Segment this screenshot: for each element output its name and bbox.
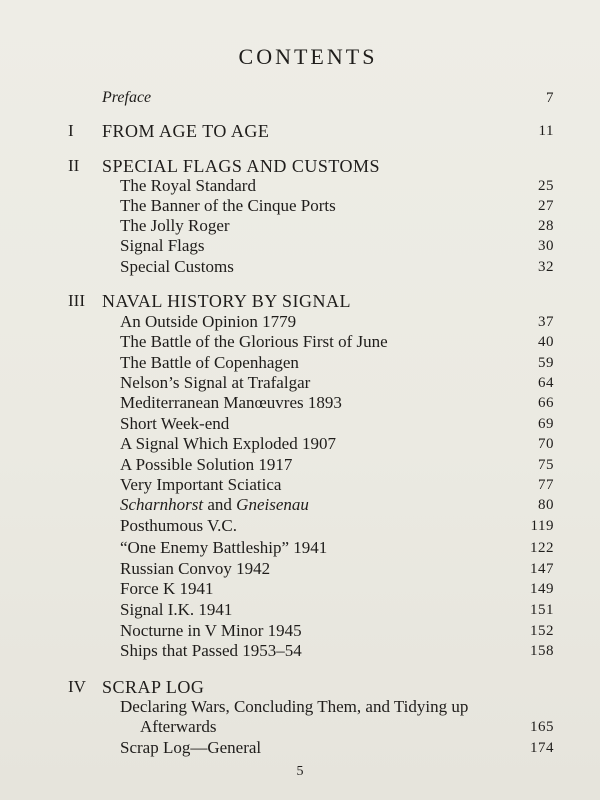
toc-entry <box>0 578 600 600</box>
page-number: 59 <box>538 355 554 371</box>
entry-label: An Outside Opinion 1779 <box>120 312 297 331</box>
page-number: 119 <box>530 518 554 534</box>
entry-label: “One Enemy Battleship” 1941 <box>120 538 328 557</box>
toc-entry <box>0 372 600 394</box>
entry-label: Nocturne in V Minor 1945 <box>120 621 302 640</box>
toc-entry <box>0 558 600 580</box>
toc-entry <box>0 433 600 455</box>
page-number: 30 <box>538 238 554 254</box>
toc-entry <box>0 515 600 537</box>
entry-label: Special Customs <box>120 257 234 276</box>
entry-label: Posthumous V.C. <box>120 516 237 535</box>
chapter-title: SCRAP LOG <box>102 677 205 697</box>
chapter-row-2 <box>0 155 600 177</box>
entry-label: The Battle of Copenhagen <box>120 353 299 372</box>
entry-label: Short Week-end <box>120 414 230 433</box>
chapter-title: SPECIAL FLAGS AND CUSTOMS <box>102 156 381 176</box>
page-number: 11 <box>538 123 554 139</box>
page-number: 27 <box>538 198 554 214</box>
page-number: 174 <box>530 740 554 756</box>
page-number: 122 <box>530 540 554 556</box>
chapter-number: III <box>68 291 85 310</box>
entry-label: Signal Flags <box>120 236 205 255</box>
toc-entry <box>0 454 600 476</box>
entry-label: The Jolly Roger <box>120 216 230 235</box>
toc-entry-continuation <box>0 716 600 738</box>
page-number: 40 <box>538 334 554 350</box>
page-title: CONTENTS <box>238 44 378 69</box>
preface-label: Preface <box>102 89 152 106</box>
toc-entry <box>0 311 600 333</box>
chapter-row-3 <box>0 290 600 312</box>
toc-entry <box>0 494 600 516</box>
page-number: 152 <box>530 623 554 639</box>
toc-entry <box>0 537 600 559</box>
entry-label: The Royal Standard <box>120 176 256 195</box>
page-number: 37 <box>538 314 554 330</box>
ship-name: Gneisenau <box>236 495 309 514</box>
toc-entry <box>0 331 600 353</box>
page-number: 64 <box>538 375 554 391</box>
entry-label-continuation: Afterwards <box>140 717 217 736</box>
entry-label: Mediterranean Manœuvres 1893 <box>120 393 342 412</box>
chapter-number: IV <box>68 677 86 696</box>
toc-row-preface <box>0 87 600 109</box>
toc-entry <box>0 640 600 662</box>
entry-label: Ships that Passed 1953–54 <box>120 641 302 660</box>
chapter-number: I <box>68 121 74 140</box>
page-number: 66 <box>538 395 554 411</box>
entry-label: Scrap Log—General <box>120 738 262 757</box>
page-number: 149 <box>530 581 554 597</box>
toc-entry <box>0 474 600 496</box>
footer-page-number: 5 <box>296 764 304 779</box>
page-number: 25 <box>538 178 554 194</box>
entry-label: The Banner of the Cinque Ports <box>120 196 336 215</box>
chapter-number: II <box>68 156 80 175</box>
page-number: 165 <box>530 719 554 735</box>
page-number: 7 <box>546 90 554 106</box>
page-number: 147 <box>530 561 554 577</box>
page-number: 32 <box>538 259 554 275</box>
page-number: 80 <box>538 497 554 513</box>
conjunction: and <box>203 495 237 514</box>
entry-label: Force K 1941 <box>120 579 214 598</box>
page-number: 69 <box>538 416 554 432</box>
toc-entry <box>0 620 600 642</box>
entry-label <box>120 494 309 516</box>
entry-label: A Signal Which Exploded 1907 <box>120 434 336 453</box>
toc-entry <box>0 175 600 197</box>
toc-entry <box>0 696 600 718</box>
page-number: 75 <box>538 457 554 473</box>
toc-entry <box>0 256 600 278</box>
toc-entry <box>0 413 600 435</box>
page-number: 28 <box>538 218 554 234</box>
page-number: 158 <box>530 643 554 659</box>
chapter-title: NAVAL HISTORY BY SIGNAL <box>102 291 352 311</box>
chapter-title: FROM AGE TO AGE <box>102 121 270 141</box>
ship-name: Scharnhorst <box>120 495 204 514</box>
toc-entry <box>0 215 600 237</box>
entry-label: A Possible Solution 1917 <box>120 455 293 474</box>
entry-label: The Battle of the Glorious First of June <box>120 332 388 351</box>
entry-label: Russian Convoy 1942 <box>120 559 271 578</box>
entry-label: Nelson’s Signal at Trafalgar <box>120 373 311 392</box>
toc-entry <box>0 737 600 759</box>
toc-entry <box>0 235 600 257</box>
toc-entry <box>0 599 600 621</box>
entry-label: Very Important Sciatica <box>120 475 282 494</box>
toc-entry <box>0 392 600 414</box>
page-number: 77 <box>538 477 554 493</box>
toc-entry <box>0 352 600 374</box>
page-number: 70 <box>538 436 554 452</box>
entry-label: Signal I.K. 1941 <box>120 600 233 619</box>
page-number: 151 <box>530 602 554 618</box>
chapter-row-1 <box>0 120 600 142</box>
chapter-row-4 <box>0 676 600 698</box>
toc-entry <box>0 195 600 217</box>
entry-label: Declaring Wars, Concluding Them, and Tidying up <box>120 697 469 716</box>
